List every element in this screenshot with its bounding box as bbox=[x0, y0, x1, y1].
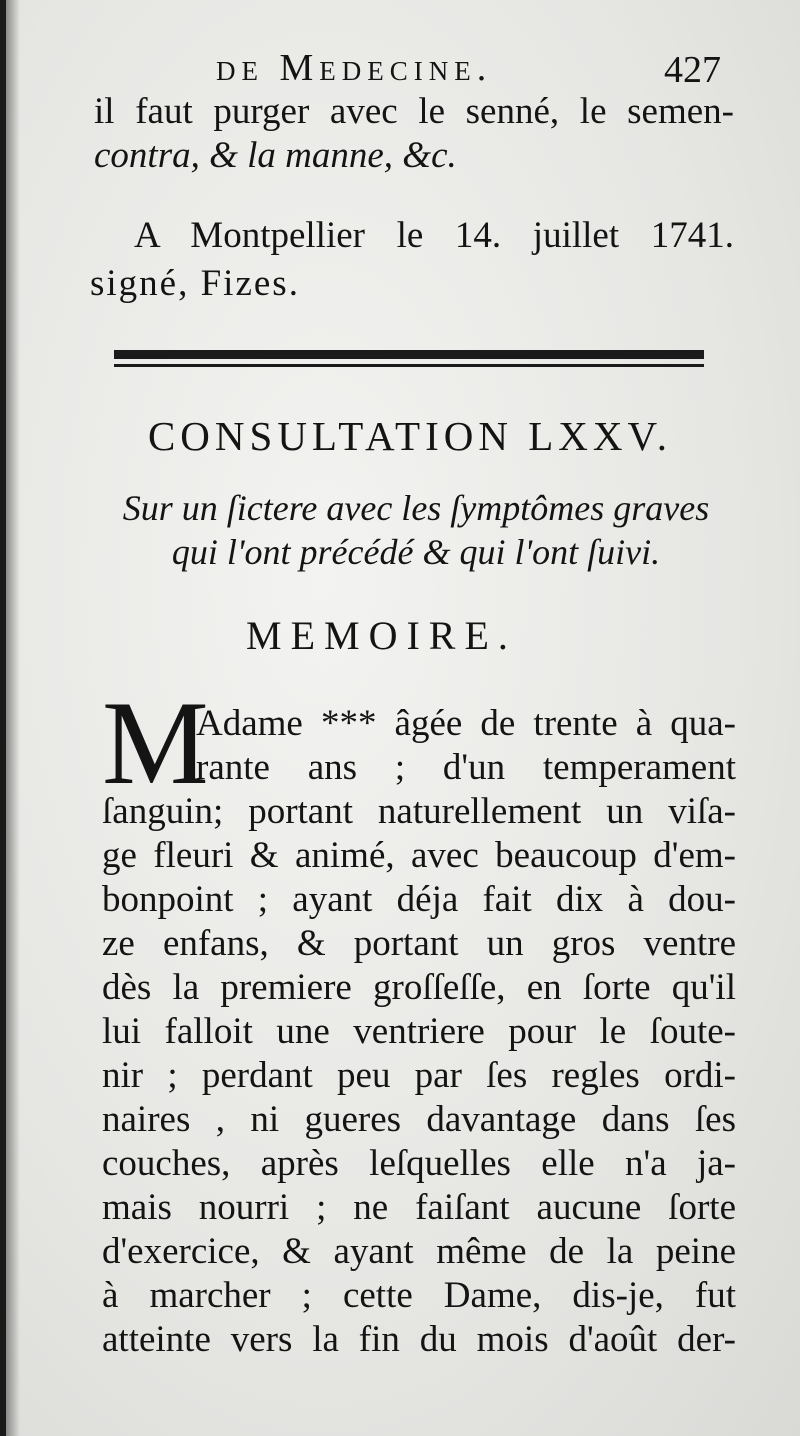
body-line: mais nourri ; ne faiſant aucune ſorte bbox=[102, 1187, 736, 1228]
body-line: ge fleuri & animé, avec beaucoup d'em- bbox=[102, 835, 736, 876]
body-line: Adame *** âgée de trente à qua- bbox=[196, 703, 736, 744]
body-line: rante ans ; d'un temperament bbox=[196, 747, 736, 788]
drop-cap: M bbox=[102, 676, 209, 809]
signature-place-date: A Montpellier le 14. juillet 1741. bbox=[134, 215, 734, 256]
section-divider-thick bbox=[114, 350, 704, 359]
book-page bbox=[6, 0, 800, 1436]
consultation-title: CONSULTATION LXXV. bbox=[147, 413, 673, 459]
running-header: de Medecine. bbox=[216, 47, 493, 89]
body-line: nir ; perdant peu par ſes regles ordi- bbox=[102, 1055, 736, 1096]
signature-name: signé, Fizes. bbox=[90, 263, 300, 304]
body-line: d'exercice, & ayant même de la peine bbox=[102, 1231, 736, 1272]
body-line: ze enfans, & portant un gros ventre bbox=[102, 923, 736, 964]
page-number: 427 bbox=[664, 49, 721, 91]
body-line: couches, après leſquelles elle n'a ja- bbox=[102, 1143, 736, 1184]
body-line: lui falloit une ventriere pour le ſoute- bbox=[102, 1011, 736, 1052]
section-divider-thin bbox=[114, 364, 704, 367]
body-line: naires , ni gueres davantage dans ſes bbox=[102, 1099, 736, 1140]
consultation-subtitle-line1: Sur un ſictere avec les ſymptômes graves bbox=[122, 488, 710, 528]
body-line: dès la premiere groſſeſſe, en ſorte qu'il bbox=[102, 967, 736, 1008]
body-line: à marcher ; cette Dame, dis-je, fut bbox=[102, 1275, 736, 1316]
body-line: atteinte vers la fin du mois d'août der- bbox=[102, 1319, 736, 1360]
text-line: contra, & la manne, &c. bbox=[94, 135, 457, 176]
binding-shadow bbox=[6, 0, 20, 1436]
consultation-subtitle-line2: qui l'ont précédé & qui l'ont ſuivi. bbox=[171, 532, 661, 572]
body-line: bonpoint ; ayant déja fait dix à dou- bbox=[102, 879, 736, 920]
memoire-heading: MEMOIRE. bbox=[246, 613, 517, 658]
text-line: il faut purger avec le senné, le semen- bbox=[94, 91, 734, 132]
body-line: ſanguin; portant naturellement un viſa- bbox=[102, 791, 736, 832]
